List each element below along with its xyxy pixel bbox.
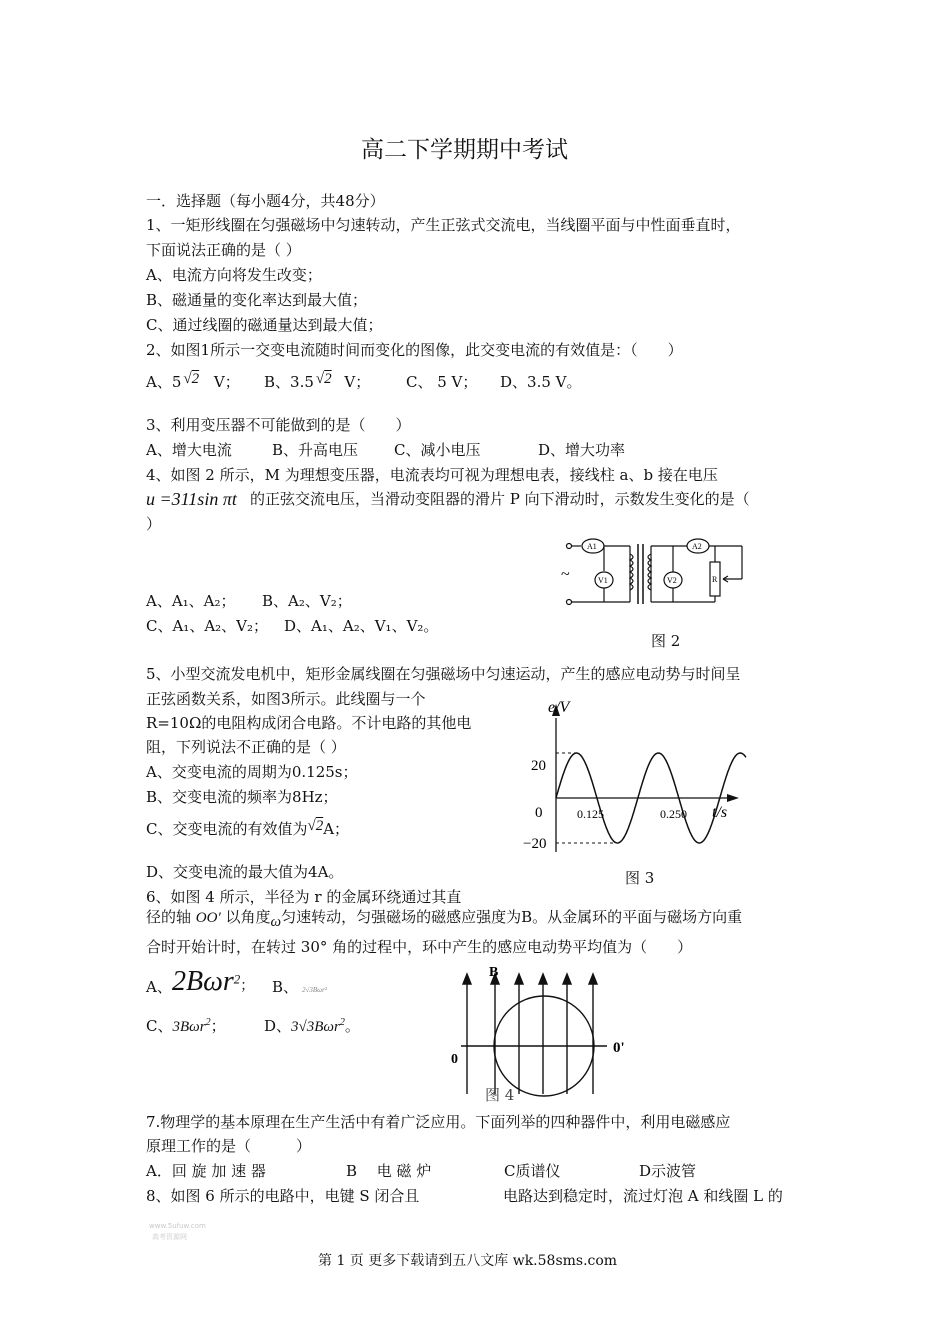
q4-stem-line3: ）: [146, 515, 162, 533]
q4-option-c: C、A₁、A₂、V₂；: [146, 617, 269, 635]
x-axis-label: t/s: [712, 804, 728, 821]
q5-option-b: B、交变电流的频率为8Hz；: [146, 788, 338, 806]
q5-option-a: A、交变电流的周期为0.125s；: [146, 763, 358, 781]
y-tick-0: 0: [535, 805, 543, 821]
q5-option-c: C、交变电流的有效值为√2A；: [146, 818, 350, 838]
y-axis-label: e/V: [548, 699, 570, 716]
q7-option-c: C质谱仪: [504, 1162, 561, 1180]
q3-option-d: D、增大功率: [538, 441, 626, 459]
q6-axis: OO′: [195, 910, 221, 926]
field-arrow-3: [515, 974, 523, 984]
q2-stem: 2、如图1所示一交变电流随时间而变化的图像，此交变电流的有效值是：（ ）: [146, 341, 683, 359]
label-a2: A2: [692, 542, 702, 551]
label-r: R: [712, 575, 718, 584]
q6-option-a-formula: 2Bωr$^2$；: [172, 966, 255, 997]
figure-4-caption: 图 4: [485, 1086, 515, 1104]
q5-option-c-root: 2: [315, 818, 324, 834]
q5-stem-line4: 阻，下列说法不正确的是（ ）: [146, 738, 346, 756]
q6-stem-line3: 合时开始计时，在转过 30° 角的过程中，环中产生的感应电动势平均值为（ ）: [146, 938, 693, 956]
q2-option-b-root: 2: [324, 371, 332, 387]
q3-option-b: B、升高电压: [272, 441, 359, 459]
primary-coil: [630, 554, 633, 590]
q3-option-c: C、减小电压: [394, 441, 481, 459]
q7-option-b: B 电 磁 炉: [346, 1162, 432, 1180]
q6-option-a: A、: [146, 978, 172, 996]
q7-stem-line1: 7.物理学的基本原理在生产生活中有着广泛应用。下面列举的四种器件中，利用电磁感应: [146, 1113, 731, 1131]
ac-source-symbol: ~: [561, 566, 570, 583]
q3-stem: 3、利用变压器不可能做到的是（ ）: [146, 416, 411, 434]
watermark-line1: www.5ufuw.com: [149, 1222, 206, 1230]
q6-omega: ω: [270, 914, 282, 930]
q6-option-b-formula: 2√3Bωr²: [302, 986, 327, 994]
q8-stem-part2: 电路达到稳定时，流过灯泡 A 和线圈 L 的: [503, 1187, 783, 1205]
q3-option-a: A、增大电流: [146, 441, 232, 459]
q4-option-b: B、A₂、V₂；: [262, 592, 352, 610]
q1-option-c: C、通过线圈的磁通量达到最大值；: [146, 316, 383, 334]
y-tick-20: 20: [531, 758, 546, 774]
watermark-line2: 高考资源网: [152, 1233, 187, 1241]
field-arrow-4: [539, 974, 547, 984]
q6-option-d: D、3√3Bωr$^2$。: [264, 1017, 360, 1035]
page-footer: 第 1 页 更多下载请到五八文库 wk.58sms.com: [318, 1253, 618, 1269]
q5-stem-line1: 5、小型交流发电机中，矩形金属线圈在匀强磁场中匀速运动，产生的感应电动势与时间呈: [146, 665, 741, 683]
section-heading: 一．选择题（每小题4分，共48分）: [146, 192, 385, 210]
q5-stem-line3: R=10Ω的电阻构成闭合电路。不计电路的其他电: [146, 714, 472, 732]
figure-2-caption: 图 2: [651, 632, 681, 650]
label-o: 0: [451, 1052, 458, 1067]
q6-option-d-formula: 3√3Bωr: [291, 1019, 340, 1035]
q6-option-c: C、3Bωr$^2$；: [146, 1017, 226, 1035]
q1-stem-line2: 下面说法正确的是（ ）: [146, 241, 301, 259]
q4-stem-line2: 的正弦交流电压，当滑动变阻器的滑片 P 向下滑动时，示数发生变化的是（: [250, 490, 750, 508]
q6-stem-line1: 6、如图 4 所示，半径为 r 的金属环绕通过其直: [146, 888, 462, 906]
field-arrow-5: [563, 974, 571, 984]
field-arrow-6: [589, 974, 597, 984]
q4-option-a: A、A₁、A₂；: [146, 592, 236, 610]
q7-stem-line2: 原理工作的是（ ）: [146, 1137, 312, 1155]
q1-stem-line1: 1、一矩形线圈在匀强磁场中匀速转动，产生正弦式交流电，当线圈平面与中性面垂直时，: [146, 216, 741, 234]
q5-option-d: D、交变电流的最大值为4A。: [146, 863, 344, 881]
x-tick-0125: 0.125: [577, 807, 604, 821]
q1-option-a: A、电流方向将发生改变；: [146, 266, 322, 284]
q1-option-b: B、磁通量的变化率达到最大值；: [146, 291, 368, 309]
label-b: B: [489, 965, 499, 980]
q2-option-a-root: 2: [191, 371, 200, 387]
label-o-prime: 0': [613, 1040, 625, 1056]
terminal-a: [567, 544, 572, 549]
page-title: 高二下学期期中考试: [361, 137, 568, 163]
figure-3-caption: 图 3: [625, 869, 655, 887]
q2-option-c: C、 5 V；: [406, 373, 478, 391]
y-tick-minus20: −20: [523, 836, 547, 852]
figure-4-diagram: [445, 962, 635, 1112]
terminal-b: [567, 600, 572, 605]
q5-stem-line2: 正弦函数关系，如图3所示。此线圈与一个: [146, 690, 426, 708]
q6-stem-line2: 径的轴 OO′ 以角度ω匀速转动，匀强磁场的磁感应强度为B。从金属环的平面与磁场方向重: [146, 908, 743, 930]
x-axis-arrow: [727, 794, 739, 802]
label-v2: V2: [667, 576, 677, 585]
q7-option-a: A．回 旋 加 速 器: [146, 1162, 266, 1180]
figure-2-circuit: [555, 536, 750, 611]
q4-option-d: D、A₁、A₂、V₁、V₂。: [284, 617, 439, 635]
q7-option-d: D示波管: [639, 1162, 697, 1180]
q4-stem-line1: 4、如图 2 所示，M 为理想变压器，电流表均可视为理想电表，接线柱 a、b 接在电压: [146, 466, 718, 484]
q2-option-b: B、3.5 √2 V；: [264, 371, 371, 391]
x-tick-0250: 0.250: [660, 807, 687, 821]
q6-option-c-formula: 3Bωr: [172, 1019, 206, 1035]
q6-option-b: B、 2√3Bωr²: [272, 978, 327, 996]
figure-3-chart: [515, 694, 760, 859]
q8-stem-part1: 8、如图 6 所示的电路中，电键 S 闭合且: [146, 1187, 420, 1205]
q4-formula: u =311sin πt: [146, 489, 237, 509]
label-v1: V1: [598, 576, 608, 585]
label-a1: A1: [587, 542, 597, 551]
q2-option-d: D、3.5 V。: [500, 373, 582, 391]
field-arrow-1: [463, 974, 471, 984]
q2-option-a: A、5 √2 V；: [146, 371, 240, 391]
